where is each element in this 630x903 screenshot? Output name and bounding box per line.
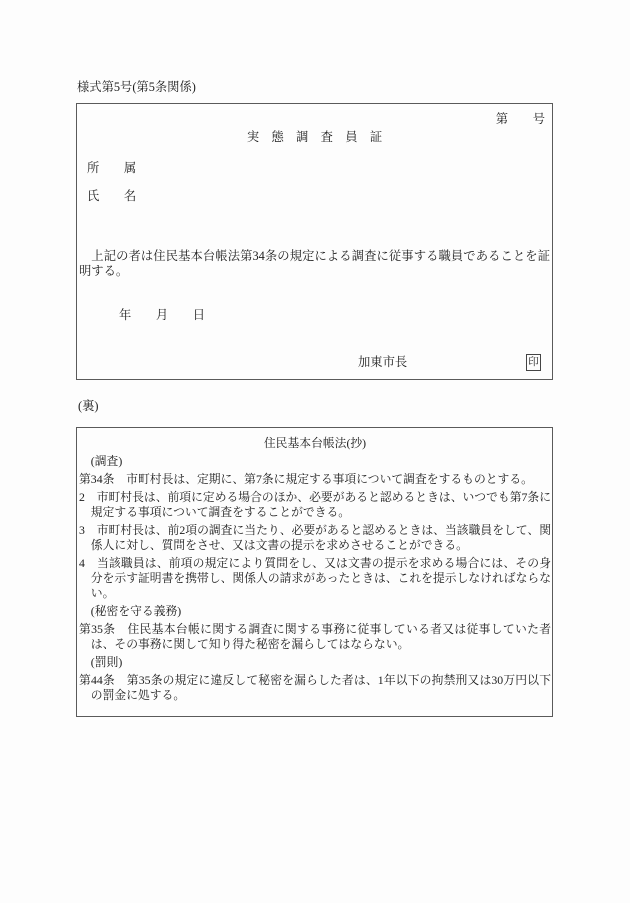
issue-date-line: 年 月 日 (119, 308, 206, 322)
affiliation-field-label: 所 属 (87, 161, 137, 175)
form-number-label: 様式第5号(第5条関係) (77, 80, 196, 94)
section-heading-confidentiality: (秘密を守る義務) (90, 604, 182, 618)
official-seal-mark: 印 (526, 354, 541, 371)
law-excerpt-card-back (76, 427, 553, 717)
name-field-label: 氏 名 (87, 189, 137, 203)
certification-statement: 上記の者は住民基本台帳法第34条の規定による調査に従事する職員であることを証明する。 (79, 249, 550, 278)
section-heading-penalty: (罰則) (90, 655, 123, 669)
law-article-34-3: 3 市町村長は、前2項の調査に当たり、必要があると認めるときは、当該職員をして、関係人に対し、質問をさせ、又は文書の提示を求めさせることができる。 (79, 523, 551, 552)
law-article-34-2: 2 市町村長は、前項に定める場合のほか、必要があると認めるときは、いつでも第7条に規定する事項について調査をすることができる。 (79, 490, 551, 519)
investigator-id-card-front (76, 103, 553, 380)
section-heading-survey: (調査) (90, 454, 123, 468)
law-article-44: 第44条 第35条の規定に違反して秘密を漏らした者は、1年以下の拘禁刑又は30万円以下の罰金に処する。 (79, 673, 551, 702)
law-article-34-4: 4 当該職員は、前項の規定により質問をし、又は文書の提示を求める場合には、その身分を示す証明書を携帯し、関係人の請求があったときは、これを提示しなければならない。 (79, 556, 551, 600)
law-title: 住民基本台帳法(抄) (263, 436, 367, 450)
back-side-label: (裏) (78, 399, 99, 413)
law-article-35: 第35条 住民基本台帳に関する調査に関する事務に従事している者又は従事していた者は、その事務に関して知り得た秘密を漏らしてはならない。 (79, 622, 551, 651)
card-title: 実 態 調 査 員 証 (246, 130, 383, 144)
serial-number-label: 第 号 (495, 112, 545, 126)
law-article-34: 第34条 市町村長は、定期に、第7条に規定する事項について調査をするものとする。 (79, 472, 533, 486)
issuer-name: 加東市長 (358, 355, 408, 369)
